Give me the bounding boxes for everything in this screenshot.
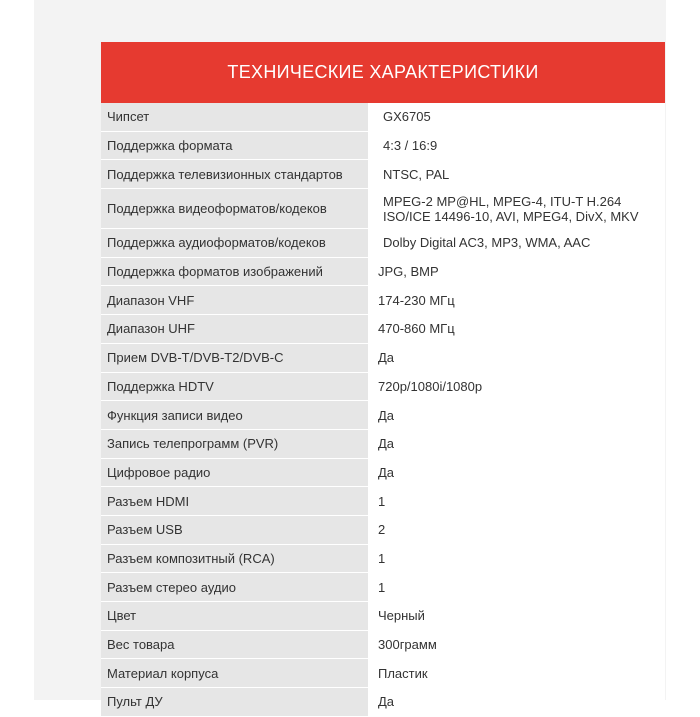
spec-label: Поддержка видеоформатов/кодеков [101, 189, 368, 228]
spec-value: 1 [368, 487, 665, 515]
spec-row [101, 516, 665, 545]
spec-label: Цвет [101, 602, 368, 630]
spec-label: Цифровое радио [101, 459, 368, 487]
spec-row [101, 688, 665, 717]
spec-value: JPG, BMP [368, 258, 665, 286]
spec-row [101, 373, 665, 402]
specs-title: ТЕХНИЧЕСКИЕ ХАРАКТЕРИСТИКИ [227, 62, 539, 82]
spec-row [101, 487, 665, 516]
spec-label: Поддержка телевизионных стандартов [101, 160, 368, 188]
spec-row [101, 659, 665, 688]
spec-value: Dolby Digital AC3, MP3, WMA, AAC [368, 229, 665, 257]
spec-row [101, 103, 665, 132]
spec-label: Материал корпуса [101, 659, 368, 687]
spec-label: Вес товара [101, 631, 368, 659]
spec-value: Да [368, 688, 665, 716]
spec-label: Пульт ДУ [101, 688, 368, 716]
spec-label: Прием DVB-T/DVB-T2/DVB-C [101, 344, 368, 372]
spec-value: Да [368, 430, 665, 458]
spec-label: Разъем USB [101, 516, 368, 544]
spec-label: Поддержка аудиоформатов/кодеков [101, 229, 368, 257]
spec-row [101, 631, 665, 660]
spec-row [101, 459, 665, 488]
spec-row [101, 573, 665, 602]
spec-row [101, 258, 665, 287]
specs-card [101, 42, 665, 717]
spec-value: 4:3 / 16:9 [368, 132, 665, 160]
spec-value: 2 [368, 516, 665, 544]
specs-table [101, 103, 665, 717]
spec-label: Поддержка HDTV [101, 373, 368, 401]
spec-value: Пластик [368, 659, 665, 687]
spec-label: Диапазон UHF [101, 315, 368, 343]
spec-label: Разъем стерео аудио [101, 573, 368, 601]
spec-value: 174-230 МГц [368, 286, 665, 314]
spec-label: Разъем HDMI [101, 487, 368, 515]
spec-label: Запись телепрограмм (PVR) [101, 430, 368, 458]
spec-row [101, 430, 665, 459]
spec-value: 300грамм [368, 631, 665, 659]
spec-row [101, 344, 665, 373]
spec-row [101, 229, 665, 258]
spec-label: Поддержка форматов изображений [101, 258, 368, 286]
spec-row [101, 286, 665, 315]
spec-label: Поддержка формата [101, 132, 368, 160]
spec-value: Да [368, 401, 665, 429]
spec-row [101, 315, 665, 344]
spec-value: Черный [368, 602, 665, 630]
spec-value: 720p/1080i/1080p [368, 373, 665, 401]
spec-label: Разъем композитный (RCA) [101, 545, 368, 573]
spec-row [101, 132, 665, 161]
spec-row [101, 401, 665, 430]
spec-value: MPEG-2 MP@HL, MPEG-4, ITU-T H.264 ISO/ICE 14496-10, AVI, MPEG4, DivX, MKV [368, 189, 665, 228]
spec-label: Чипсет [101, 103, 368, 131]
spec-row [101, 545, 665, 574]
specs-header [101, 42, 665, 103]
spec-value: GX6705 [368, 103, 665, 131]
spec-row [101, 160, 665, 189]
spec-value: Да [368, 459, 665, 487]
spec-value: 470-860 МГц [368, 315, 665, 343]
spec-label: Диапазон VHF [101, 286, 368, 314]
spec-row [101, 602, 665, 631]
spec-label: Функция записи видео [101, 401, 368, 429]
spec-row [101, 189, 665, 229]
spec-value: 1 [368, 545, 665, 573]
spec-value: NTSC, PAL [368, 160, 665, 188]
spec-value: Да [368, 344, 665, 372]
spec-value: 1 [368, 573, 665, 601]
